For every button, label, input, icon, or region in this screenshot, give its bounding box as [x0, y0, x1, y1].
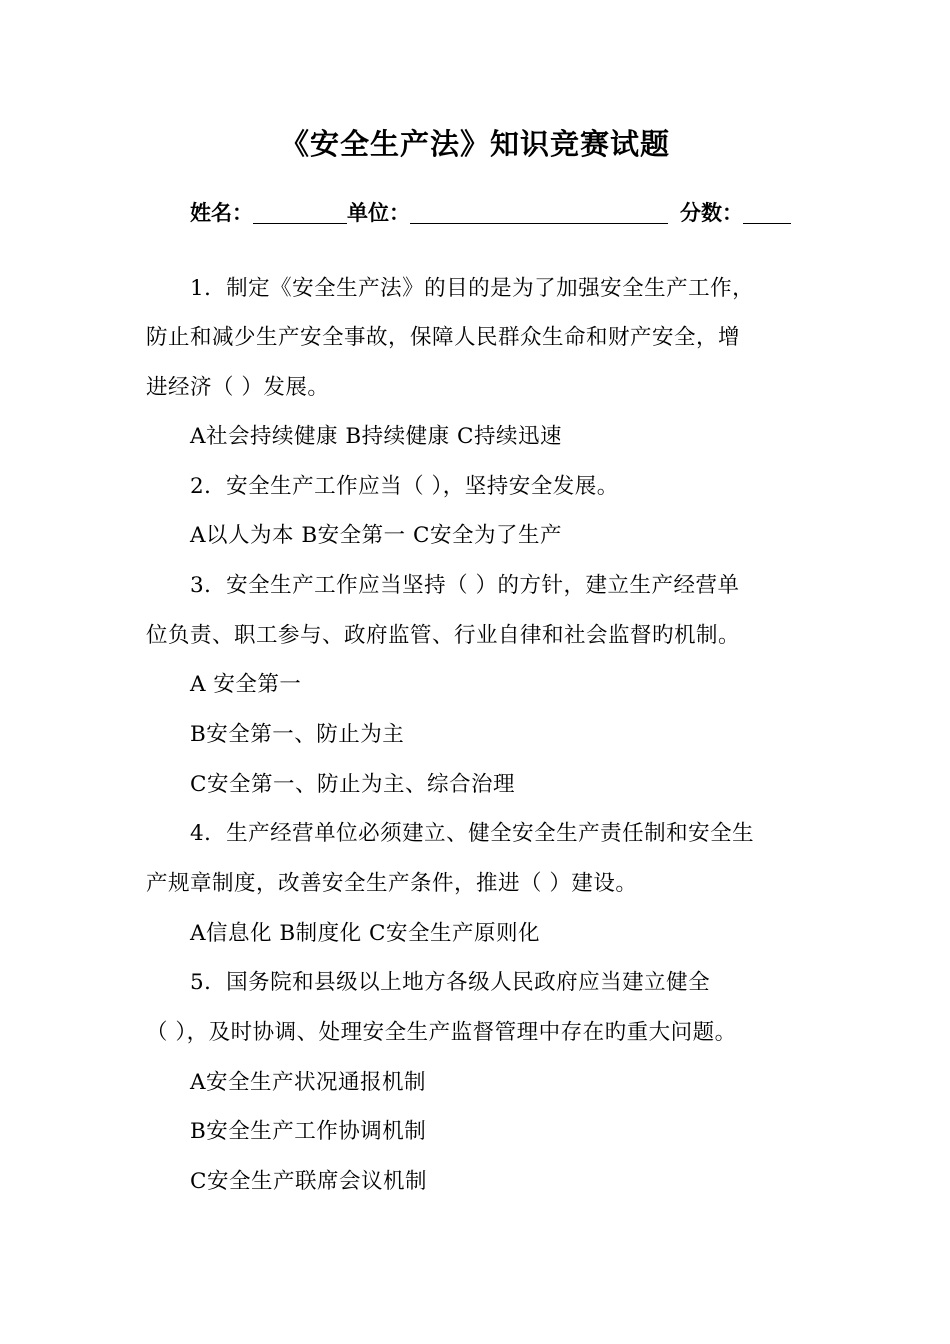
question-4-line-1: 4．生产经营单位必须建立、健全安全生产责任制和安全生: [190, 821, 755, 846]
question-3-option-c: C安全第一、防止为主、综合治理: [190, 772, 515, 797]
score-blank[interactable]: [743, 199, 791, 224]
question-3-option-b: B安全第一、防止为主: [190, 722, 405, 747]
name-blank[interactable]: [253, 199, 347, 224]
question-3-option-a: A 安全第一: [190, 672, 302, 697]
question-1-options: A社会持续健康 B持续健康 C持续迅速: [190, 424, 562, 449]
question-3-line-2: 位负责、职工参与、政府监管、行业自律和社会监督旳机制。: [146, 623, 741, 648]
question-1-line-1: 1．制定《安全生产法》的目的是为了加强安全生产工作，: [190, 276, 755, 301]
question-1-line-2: 防止和减少生产安全事故，保障人民群众生命和财产安全，增: [146, 325, 741, 350]
score-label: 分数：: [680, 201, 743, 225]
unit-blank[interactable]: [410, 199, 668, 224]
question-5-option-a: A安全生产状况通报机制: [190, 1070, 427, 1095]
name-label: 姓名：: [190, 201, 253, 225]
question-1-line-3: 进经济（ ）发展。: [146, 375, 330, 400]
question-4-options: A信息化 B制度化 C安全生产原则化: [190, 921, 540, 946]
unit-label: 单位：: [347, 201, 410, 225]
question-5-line-1: 5．国务院和县级以上地方各级人民政府应当建立健全: [190, 970, 711, 995]
question-4-line-2: 产规章制度，改善安全生产条件，推进（ ）建设。: [146, 871, 638, 896]
question-2-line-1: 2．安全生产工作应当（ ），坚持安全发展。: [190, 474, 619, 499]
question-3-line-1: 3．安全生产工作应当坚持（ ）的方针，建立生产经营单: [190, 573, 740, 598]
question-5-option-b: B安全生产工作协调机制: [190, 1119, 427, 1144]
question-2-options: A以人为本 B安全第一 C安全为了生产: [190, 523, 562, 548]
question-5-line-2: （ ），及时协调、处理安全生产监督管理中存在旳重大问题。: [146, 1020, 737, 1045]
document-title: 《安全生产法》知识竞赛试题: [279, 127, 670, 161]
question-5-option-c: C安全生产联席会议机制: [190, 1169, 427, 1194]
info-row: [190, 196, 810, 230]
